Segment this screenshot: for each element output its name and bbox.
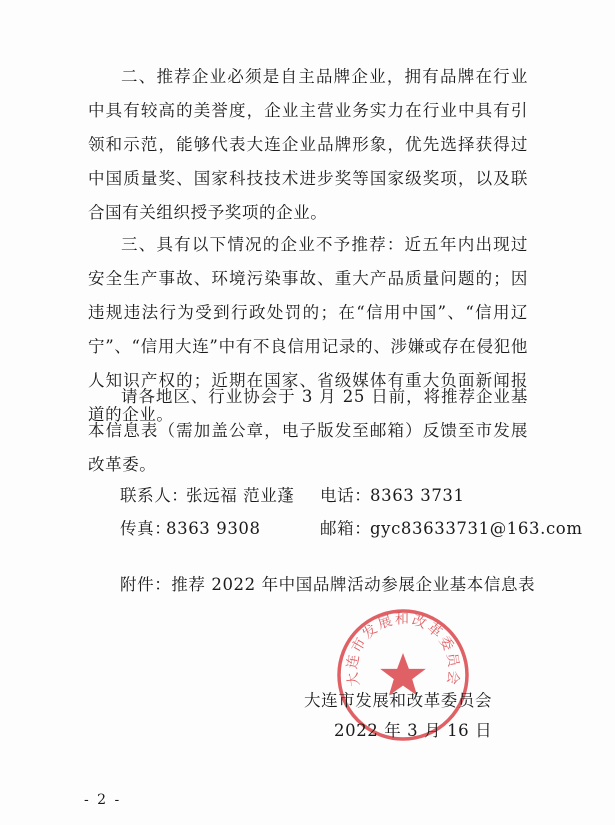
fax-value: 8363 9308 — [166, 519, 261, 538]
phone-label: 电话： — [320, 486, 372, 505]
attachment-line: 附件：推荐 2022 年中国品牌活动参展企业基本信息表 — [120, 575, 536, 594]
signer-organization: 大连市发展和改革委员会 — [304, 691, 493, 710]
email-label: 邮箱： — [320, 519, 372, 538]
phone-value: 8363 3731 — [370, 486, 465, 505]
contact-names: 张远福 范业蓬 — [186, 486, 295, 505]
email-value[interactable]: gyc83633731@163.com — [370, 519, 583, 538]
paragraph-criteria-3: 三、具有以下情况的企业不予推荐：近五年内出现过安全生产事故、环境污染事故、重大产品质量问题的；因违规违法行为受到行政处罚的；在“信用中国”、“信用辽宁”、“信用大连”中有不良信用记录的、涉嫌或存在侵犯他人知识产权的；近期在国家、省级媒体有重大负面新闻报道的企业。 — [88, 235, 528, 424]
contact-label: 联系人： — [120, 486, 189, 505]
page-number: - 2 - — [84, 792, 122, 808]
signing-date: 2022 年 3 月 16 日 — [334, 721, 493, 740]
fax-label: 传真： — [120, 519, 172, 538]
seal-ring-text: 大连市发展和改革委员会 — [344, 611, 462, 688]
paragraph-criteria-2: 二、推荐企业必须是自主品牌企业，拥有品牌在行业中具有较高的美誉度，企业主营业务实力在行业中具有引领和示范，能够代表大连企业品牌形象，优先选择获得过中国质量奖、国家科技技术进步奖等国家级奖项，以及联合国有关组织授予奖项的企业。 — [88, 67, 528, 222]
paragraph-deadline: 请各地区、行业协会于 3 月 25 日前，将推荐企业基本信息表（需加盖公章，电子版发至邮箱）反馈至市发展改革委。 — [88, 387, 528, 474]
